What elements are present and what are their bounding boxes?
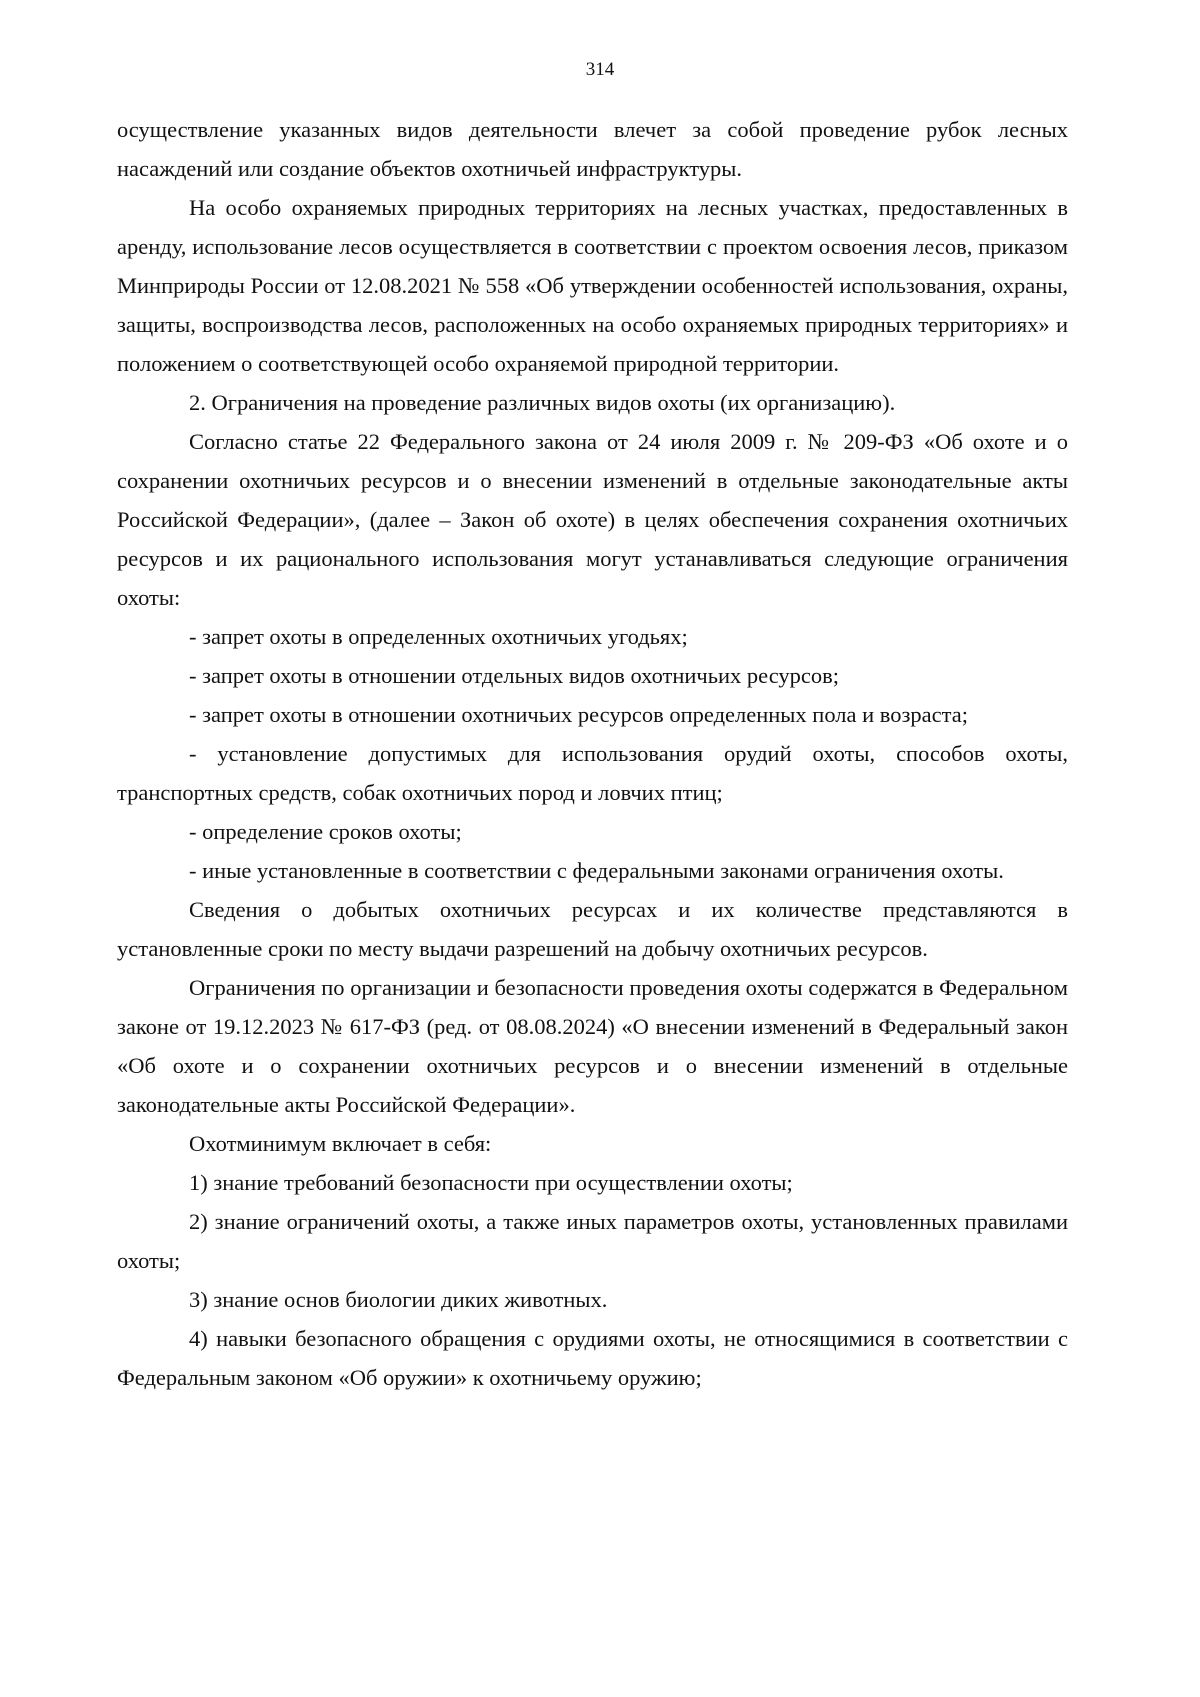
paragraph-continuation: осуществление указанных видов деятельности влечет за собой проведение рубок лесных насаждений или создание объектов охотничьей инфраструктуры. <box>117 117 1068 181</box>
paragraph-section-2-heading: 2. Ограничения на проведение различных видов охоты (их организацию). <box>189 390 896 415</box>
list-item-restriction: - запрет охоты в отношении отдельных видов охотничьих ресурсов; <box>189 663 840 688</box>
list-item-minimum: 3) знание основ биологии диких животных. <box>189 1287 608 1312</box>
list-item-restriction: - установление допустимых для использования орудий охоты, способов охоты, транспортных средств, собак охотничьих пород и ловчих птиц; <box>117 741 1068 805</box>
list-item-minimum: 2) знание ограничений охоты, а также иных параметров охоты, установленных правилами охоты; <box>117 1209 1068 1273</box>
list-item-restriction: - запрет охоты в отношении охотничьих ресурсов определенных пола и возраста; <box>189 702 968 727</box>
list-item-restriction: - запрет охоты в определенных охотничьих угодьях; <box>189 624 688 649</box>
list-item-minimum: 1) знание требований безопасности при осуществлении охоты; <box>189 1170 793 1195</box>
paragraph-federal-law-617: Ограничения по организации и безопасности проведения охоты содержатся в Федеральном законе от 19.12.2023 № 617-ФЗ (ред. от 08.08.2024) «О внесении изменений в Федеральный закон «Об охоте и о сохранении охотничьих ресурсов и о внесении изменений в отдельные законодательные акты Российской Федерации». <box>117 975 1068 1117</box>
paragraph-article-22: Согласно статье 22 Федерального закона от 24 июля 2009 г. № 209-ФЗ «Об охоте и о сохранении охотничьих ресурсов и о внесении изменений в отдельные законодательные акты Российской Федерации», (далее – Закон об охоте) в целях обеспечения сохранения охотничьих ресурсов и их рационального использования могут устанавливаться следующие ограничения охоты: <box>117 429 1068 610</box>
paragraph-reporting: Сведения о добытых охотничьих ресурсах и их количестве представляются в установленные сроки по месту выдачи разрешений на добычу охотничьих ресурсов. <box>117 897 1068 961</box>
list-item-restriction: - определение сроков охоты; <box>189 819 462 844</box>
document-body <box>117 110 1068 1397</box>
list-item-restriction: - иные установленные в соответствии с федеральными законами ограничения охоты. <box>189 858 1004 883</box>
list-item-minimum: 4) навыки безопасного обращения с орудиями охоты, не относящимися в соответствии с Федеральным законом «Об оружии» к охотничьему оружию; <box>117 1326 1068 1390</box>
paragraph-protected-territories: На особо охраняемых природных территориях на лесных участках, предоставленных в аренду, использование лесов осуществляется в соответствии с проектом освоения лесов, приказом Минприроды России от 12.08.2021 № 558 «Об утверждении особенностей использования, охраны, защиты, воспроизводства лесов, расположенных на особо охраняемых природных территориях» и положением о соответствующей особо охраняемой природной территории. <box>117 195 1068 376</box>
paragraph-minimum-intro: Охотминимум включает в себя: <box>189 1131 492 1156</box>
page-number: 314 <box>585 59 615 80</box>
